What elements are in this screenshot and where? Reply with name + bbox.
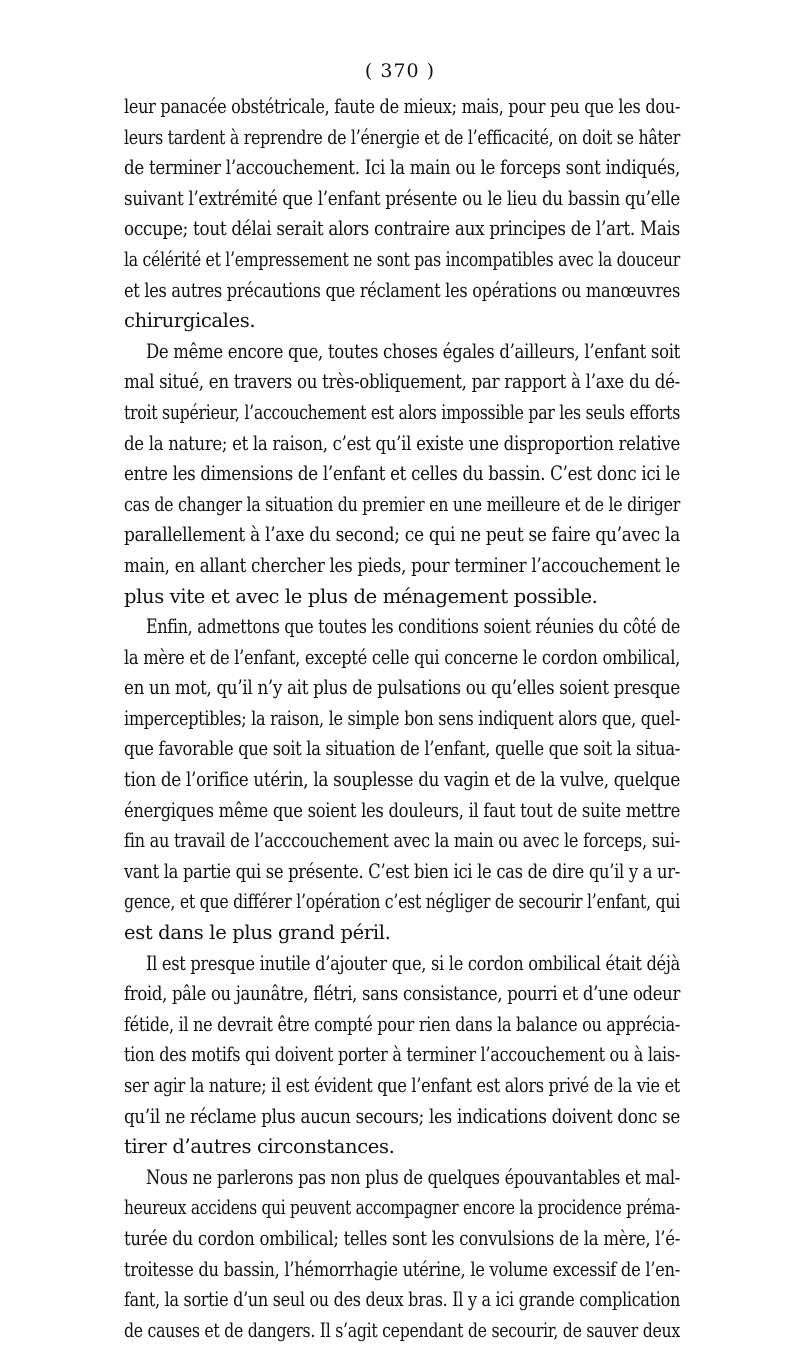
- text-line: leurs tardent à reprendre de l’énergie et de l’efficacité, on doit se hâter: [124, 125, 680, 149]
- text-line: qu’il ne réclame plus aucun secours; les indications doivent donc se: [124, 1104, 680, 1128]
- text-line: troitesse du bassin, l’hémorrhagie utérine, le volume excessif de l’en-: [124, 1257, 680, 1281]
- body-text: [124, 92, 680, 1346]
- text-line: chirurgicales.: [124, 309, 256, 333]
- text-line: de terminer l’accouchement. Ici la main ou le forceps sont indiqués,: [124, 156, 680, 180]
- paragraph: [124, 949, 680, 1163]
- text-line: cas de changer la situation du premier en une meilleure et de le diriger: [124, 492, 680, 516]
- text-line: imperceptibles; la raison, le simple bon sens indiquent alors que, quel-: [124, 706, 680, 730]
- text-line: entre les dimensions de l’enfant et celles du bassin. C’est donc ici le: [124, 462, 680, 486]
- text-line: que favorable que soit la situation de l’enfant, quelle que soit la situa-: [124, 737, 680, 761]
- text-line: tion de l’orifice utérin, la souplesse du vagin et de la vulve, quelque: [124, 768, 680, 792]
- text-line: fant, la sortie d’un seul ou des deux bras. Il y a ici grande complication: [124, 1288, 680, 1312]
- text-line: occupe; tout délai serait alors contraire aux principes de l’art. Mais: [124, 217, 680, 241]
- text-line: la célérité et l’empressement ne sont pas incompatibles avec la douceur: [124, 247, 680, 271]
- text-line: et les autres précautions que réclament les opérations ou manœuvres: [124, 278, 680, 302]
- text-line: Il est presque inutile d’ajouter que, si le cordon ombilical était déjà: [146, 951, 680, 975]
- text-line: De même encore que, toutes choses égales d’ailleurs, l’enfant soit: [146, 339, 680, 363]
- text-line: fétide, il ne devrait être compté pour rien dans la balance ou apprécia-: [124, 1012, 680, 1036]
- paragraph: [124, 612, 680, 949]
- text-line: mal situé, en travers ou très-obliquement, par rapport à l’axe du dé-: [124, 370, 680, 394]
- text-line: en un mot, qu’il n’y ait plus de pulsations ou qu’elles soient presque: [124, 676, 680, 700]
- text-line: est dans le plus grand péril.: [124, 921, 391, 945]
- text-line: ser agir la nature; il est évident que l’enfant est alors privé de la vie et: [124, 1074, 680, 1097]
- text-line: turée du cordon ombilical; telles sont les convulsions de la mère, l’é-: [124, 1226, 680, 1250]
- text-line: tion des motifs qui doivent porter à terminer l’accouchement ou à lais-: [124, 1043, 680, 1067]
- text-line: vant la partie qui se présente. C’est bien ici le cas de dire qu’il y a ur-: [124, 859, 680, 883]
- text-line: parallellement à l’axe du second; ce qui ne peut se faire qu’avec la: [124, 523, 680, 547]
- text-line: Enfin, admettons que toutes les conditions soient réunies du côté de: [146, 615, 680, 639]
- text-line: fin au travail de l’acccouchement avec la main ou avec le forceps, sui-: [124, 829, 680, 853]
- text-line: plus vite et avec le plus de ménagement possible.: [124, 584, 598, 608]
- text-line: heureux accidens qui peuvent accompagner encore la procidence préma-: [124, 1196, 680, 1220]
- text-line: la mère et de l’enfant, excepté celle qui concerne le cordon ombilical,: [124, 645, 680, 669]
- text-line: suivant l’extrémité que l’enfant présente ou le lieu du bassin qu’elle: [124, 186, 680, 210]
- text-line: gence, et que différer l’opération c’est négliger de secourir l’enfant, qui: [124, 890, 680, 914]
- text-line: de causes et de dangers. Il s’agit cependant de secourir, de sauver deux: [124, 1318, 680, 1342]
- text-line: troit supérieur, l’accouchement est alors impossible par les seuls efforts: [124, 400, 680, 424]
- text-line: froid, pâle ou jaunâtre, flétri, sans consistance, pourri et d’une odeur: [124, 982, 680, 1006]
- text-line: leur panacée obstétricale, faute de mieux; mais, pour peu que les dou-: [124, 95, 680, 118]
- text-line: main, en allant chercher les pieds, pour terminer l’accouchement le: [124, 553, 680, 577]
- text-line: Nous ne parlerons pas non plus de quelques épouvantables et mal-: [146, 1165, 680, 1189]
- text-line: énergiques même que soient les douleurs, il faut tout de suite mettre: [124, 798, 680, 822]
- paragraph: [124, 92, 680, 337]
- text-line: de la nature; et la raison, c’est qu’il existe une disproportion relative: [124, 431, 680, 455]
- paragraph: [124, 1163, 680, 1346]
- paragraph: [124, 337, 680, 612]
- text-line: tirer d’autres circonstances.: [124, 1135, 395, 1159]
- page-number: ( 370 ): [364, 60, 436, 82]
